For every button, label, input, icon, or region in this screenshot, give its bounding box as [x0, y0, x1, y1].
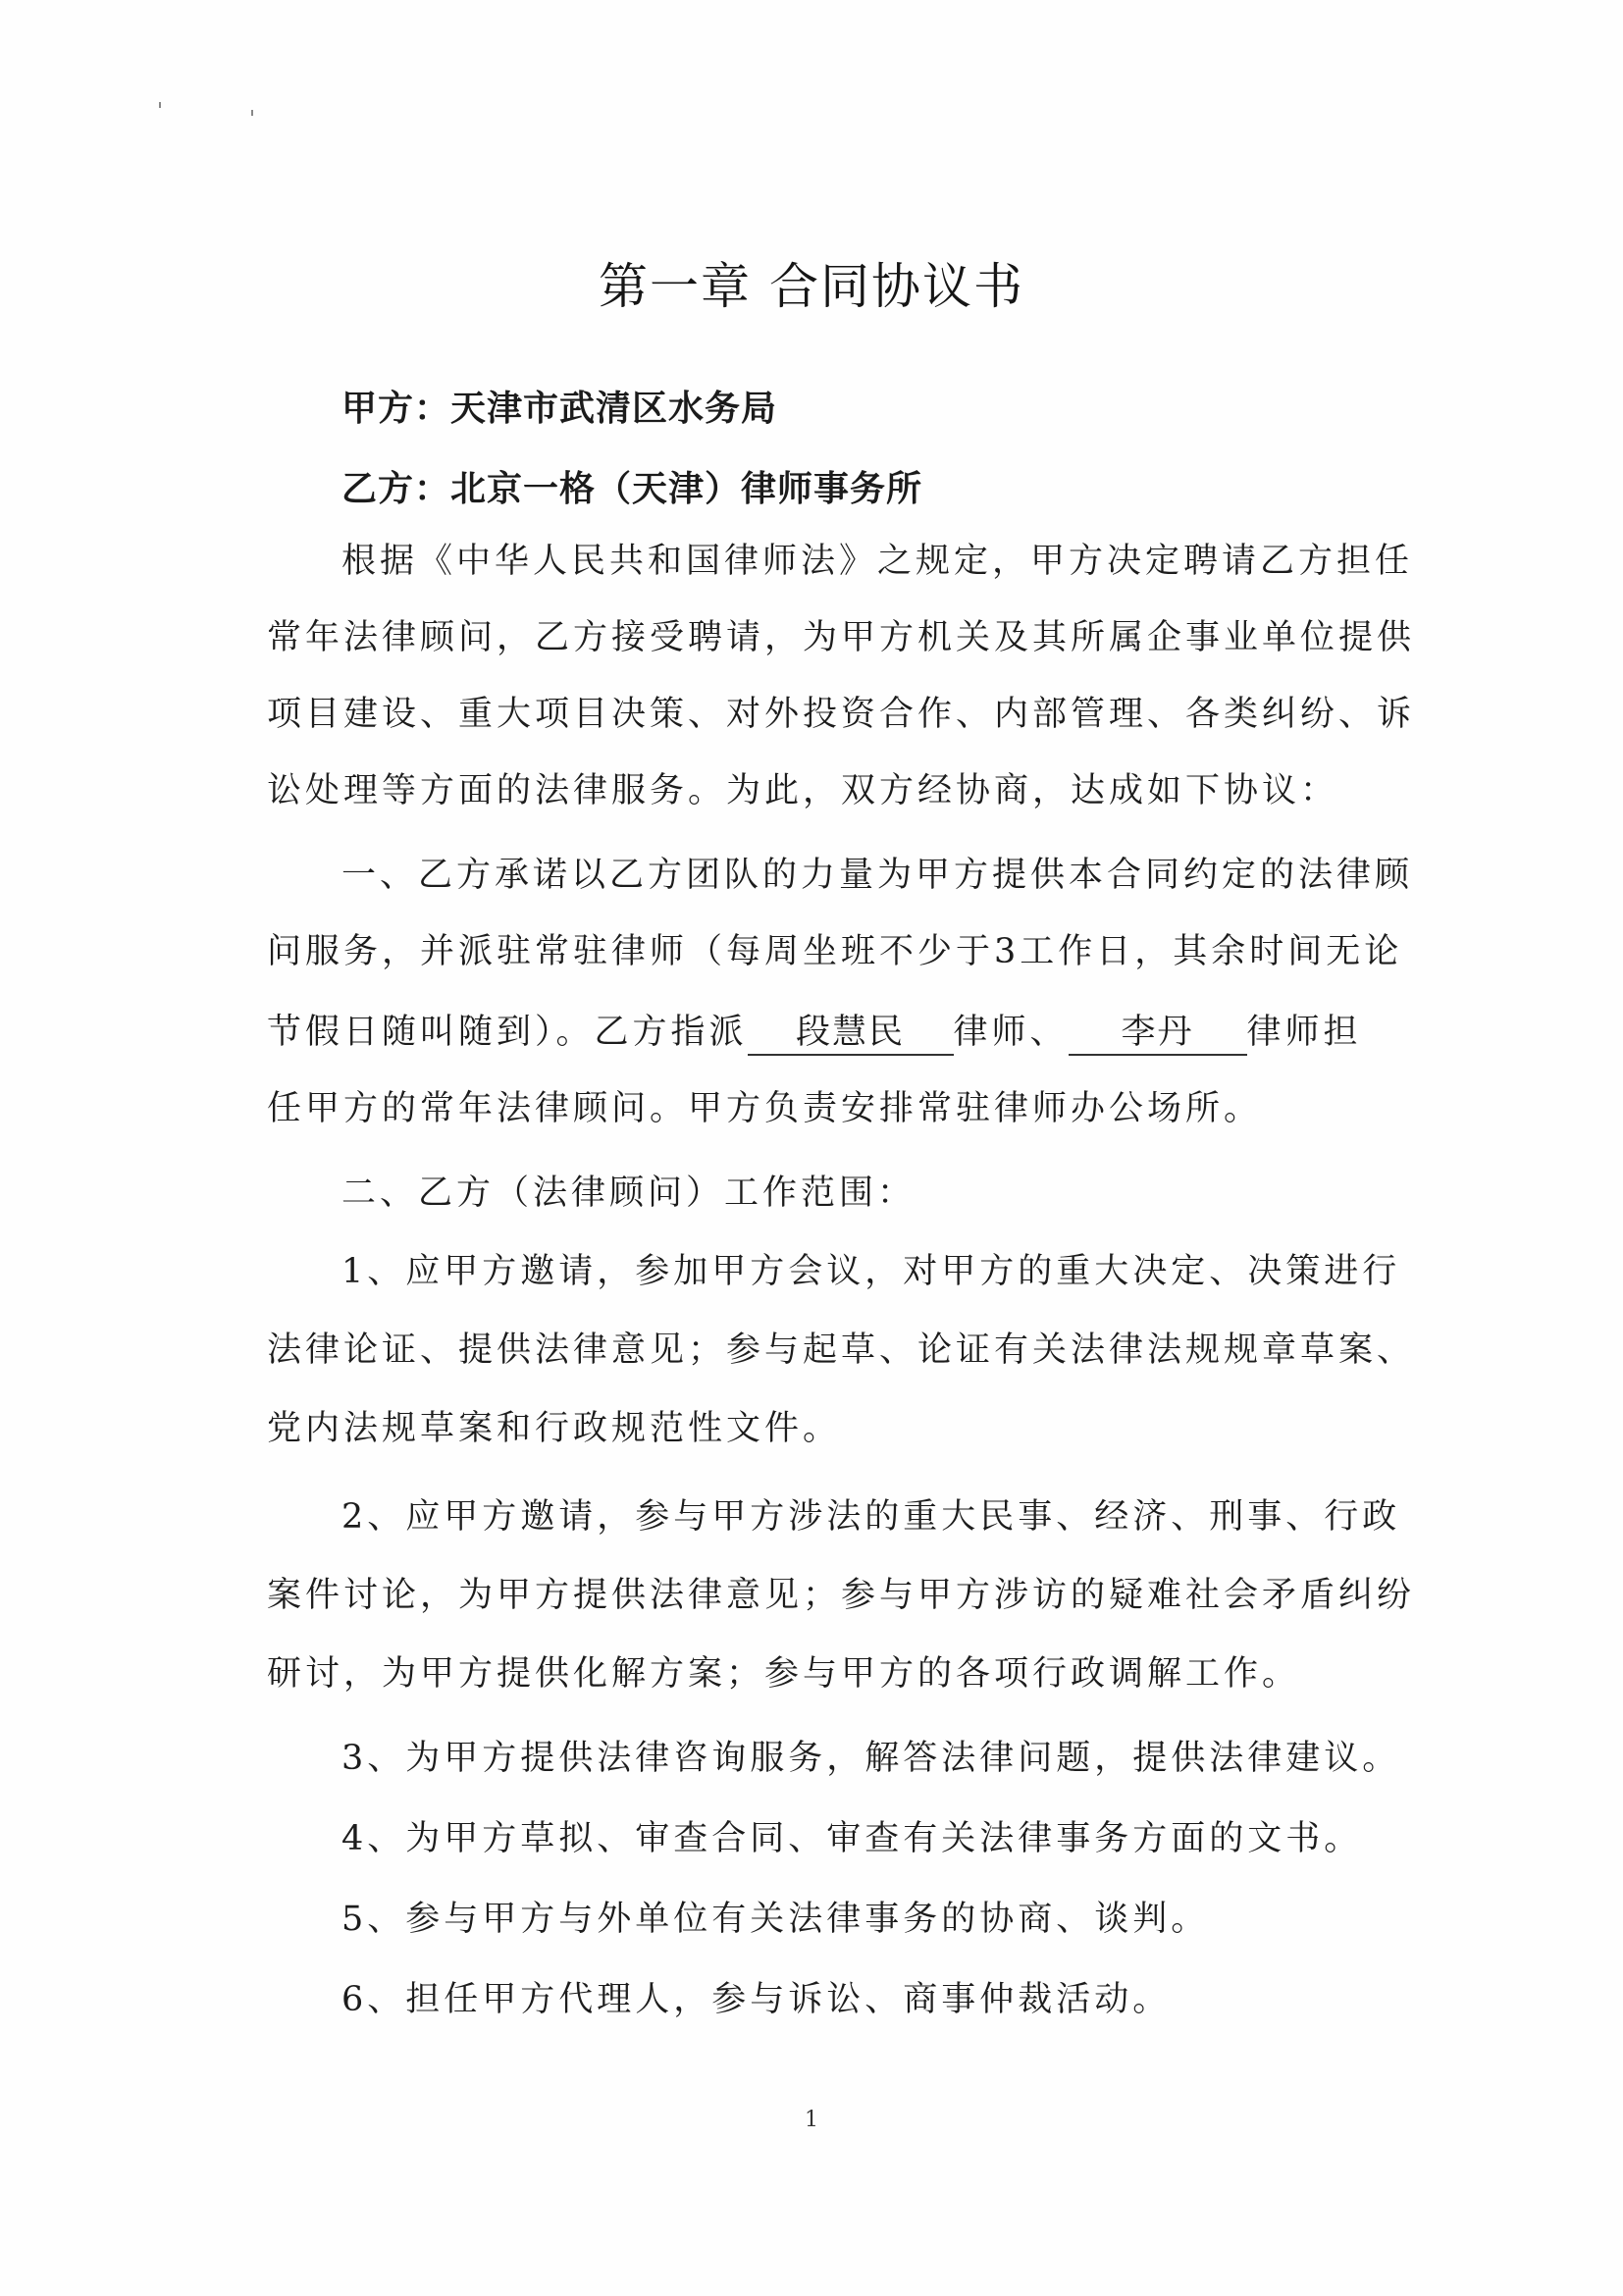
intro-line-2: 常年法律顾问，乙方接受聘请，为甲方机关及其所属企事业单位提供	[267, 618, 1416, 657]
item6: 6、担任甲方代理人，参与诉讼、商事仲裁活动。	[341, 1980, 1172, 2019]
page-number: 1	[805, 2108, 818, 2132]
clause1-line-1: 一、乙方承诺以乙方团队的力量为甲方提供本合同约定的法律顾	[341, 856, 1414, 895]
party-a: 甲方：天津市武清区水务局	[341, 388, 778, 429]
intro-line-1: 根据《中华人民共和国律师法》之规定，甲方决定聘请乙方担任	[341, 542, 1414, 581]
item4: 4、为甲方草拟、审查合同、审查有关法律事务方面的文书。	[341, 1819, 1363, 1858]
document-title: 第一章 合同协议书	[599, 258, 1024, 315]
item3: 3、为甲方提供法律咨询服务，解答法律问题，提供法律建议。	[341, 1739, 1401, 1778]
clause1-line-3-prefix: 节假日随叫随到）。乙方指派	[267, 1013, 748, 1052]
item2-line-2: 案件讨论，为甲方提供法律意见；参与甲方涉访的疑难社会矛盾纠纷	[267, 1576, 1416, 1615]
item1-line-1: 1、应甲方邀请，参加甲方会议，对甲方的重大决定、决策进行	[341, 1252, 1401, 1291]
clause1-line-3-mid: 律师、	[953, 1013, 1069, 1052]
item5: 5、参与甲方与外单位有关法律事务的协商、谈判。	[341, 1900, 1210, 1939]
intro-line-4: 讼处理等方面的法律服务。为此，双方经协商，达成如下协议：	[267, 771, 1339, 810]
clause1-line-2: 问服务，并派驻常驻律师（每周坐班不少于3工作日，其余时间无论	[267, 932, 1403, 971]
clause2-heading: 二、乙方（法律顾问）工作范围：	[341, 1174, 916, 1213]
intro-line-3: 项目建设、重大项目决策、对外投资合作、内部管理、各类纠纷、诉	[267, 695, 1416, 734]
clause1-line-4: 任甲方的常年法律顾问。甲方负责安排常驻律师办公场所。	[267, 1089, 1263, 1128]
clause1-line-3-suffix: 律师担	[1246, 1013, 1362, 1052]
lawyer-name-2: 李丹	[1069, 1005, 1247, 1056]
party-b: 乙方：北京一格（天津）律师事务所	[341, 468, 923, 509]
scan-speck	[159, 102, 161, 108]
item1-line-3: 党内法规草案和行政规范性文件。	[267, 1409, 842, 1448]
lawyer-name-1: 段慧民	[748, 1005, 954, 1056]
item2-line-3: 研讨，为甲方提供化解方案；参与甲方的各项行政调解工作。	[267, 1654, 1301, 1694]
scan-speck	[251, 110, 253, 116]
item2-line-1: 2、应甲方邀请，参与甲方涉法的重大民事、经济、刑事、行政	[341, 1497, 1401, 1537]
item1-line-2: 法律论证、提供法律意见；参与起草、论证有关法律法规规章草案、	[267, 1331, 1416, 1370]
clause1-line-3	[267, 1005, 1362, 1056]
